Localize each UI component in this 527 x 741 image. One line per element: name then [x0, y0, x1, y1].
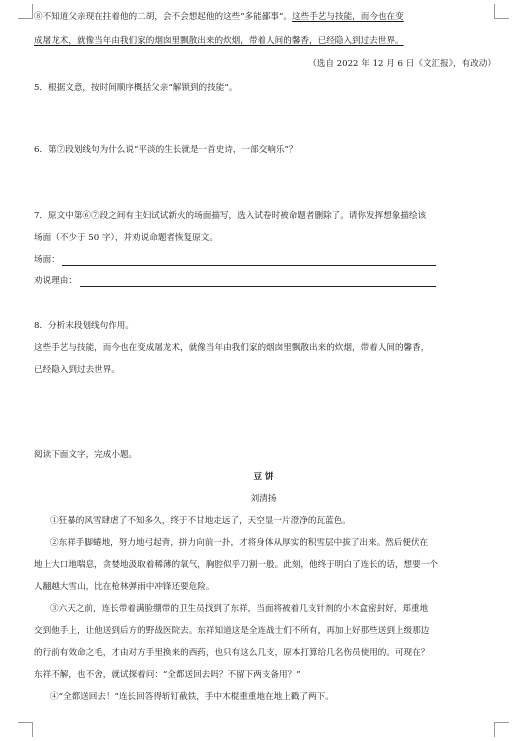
- reading-instruction: 阅读下面文字，完成小题。: [34, 450, 138, 460]
- crop-mark-top-left: [18, 4, 33, 19]
- para-3-line4: 东祥不解，也不舍，就试探着问：“全都送回去吗？不留下两支备用？”: [34, 670, 301, 680]
- para8-underlined-start: 这些手艺与技能，而今也在变: [292, 12, 404, 22]
- scene-label: 场面：: [34, 255, 60, 265]
- question-8: 8．分析末段划线句作用。: [34, 321, 134, 331]
- para-3-line1: ③六天之前，连长带着满脸绷带的卫生员找到了东祥，当面将被着几支针剂的小木盒密封好，郑重地: [50, 604, 429, 614]
- question-8-quote-line2: 已经隐入到过去世界。: [34, 365, 120, 375]
- question-7-line1: 7．原文中第⑥⑦段之间有主妇试试新火的场面描写，选入试卷时被命题者删除了。请你发挥想象描绘该: [34, 211, 427, 221]
- reason-answer-line[interactable]: [80, 286, 436, 287]
- para-2-line3: 人翻越大雪山，比在枪林弹雨中冲锋还要危险。: [34, 582, 215, 592]
- question-5: 5．根据文意，按时间顺序概括父亲“解锁到的技能”。: [34, 83, 238, 93]
- question-8-quote-line1: 这些手艺与技能，而今也在变成屠龙术，就像当年由我们家的烟囱里飘散出来的炊烟，带着人间的馨香，: [34, 343, 430, 353]
- passage-author: 刘清扬: [250, 494, 277, 504]
- para-2-line2: 地上大口地喘息，贪婪地汲取着稀薄的氧气，胸腔似乎刀割一般。此刻，他终于明白了连长的话，想要一个: [34, 560, 438, 570]
- reason-label: 劝说理由：: [34, 276, 77, 286]
- scene-answer-line[interactable]: [62, 265, 436, 266]
- passage1-source: （选自 2022 年 12 月 6 日《文汇报》，有改动）: [308, 59, 496, 69]
- question-6: 6．第⑦段划线句为什么说“平淡的生长就是一首史诗，一部交响乐”？: [34, 145, 298, 155]
- para8-text: ⑧不知道父亲现在拄着他的二胡，会不会想起他的这些“多能鄙事”。: [34, 12, 293, 22]
- passage1-para8-line2: [34, 36, 494, 46]
- para-3-line2: 交到他手上，让他送到后方的野战医院去。东祥知道这是全连战士们不所有，再加上好那些送到上级那边: [34, 626, 430, 636]
- para-2-line1: ②东祥手脚蜷地，努力地弓起背，拼力向前一扑，才将身体从厚实的积雪层中拔了出来。然后便伏在: [50, 538, 429, 548]
- para8-underlined-end: 成屠龙术，就像当年由我们家的烟囱里飘散出来的炊烟，带着人间的馨香，已经隐入到过去世界。: [34, 36, 404, 46]
- para-1: ①狂暴的风雪肆虐了不知多久，终于不甘地走远了，天空显一片澄净的瓦蓝色。: [50, 516, 351, 526]
- para-3-line3: 的行前有效命之毛，才由对方手里换来的西药，也只有这么几支，原本打算给几名伤员使用的。可现在？: [34, 648, 430, 658]
- crop-mark-top-right: [494, 4, 509, 19]
- passage1-para8-line1: [34, 12, 494, 22]
- passage-title: 豆 饼: [253, 472, 274, 482]
- crop-mark-bottom-left: [18, 722, 33, 737]
- question-7-line2: 场面（不少于 50 字），并劝说命题者恢复原文。: [34, 233, 218, 243]
- para-4-line1: ④“全都送回去！”连长回答得斩钉截铁，手中木棍重重地在地上戳了两下。: [50, 692, 334, 702]
- crop-mark-bottom-right: [494, 722, 509, 737]
